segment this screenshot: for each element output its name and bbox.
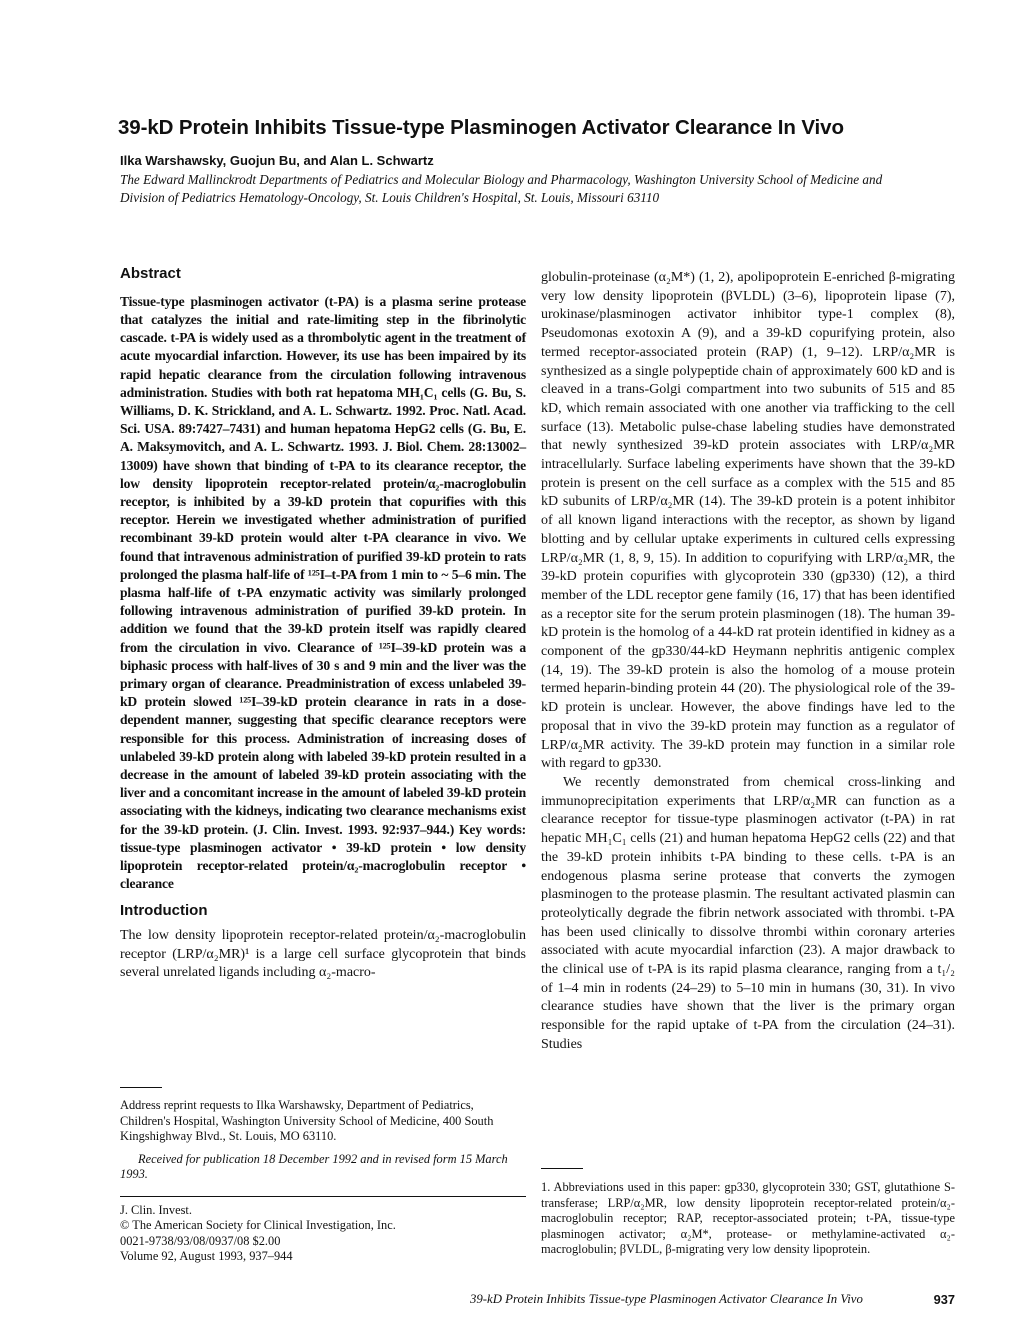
introduction-paragraph-2: We recently demonstrated from chemical cross-linking and immunoprecipitation experiments that LRP/α₂MR can function as a clearance receptor for tissue-type plasminogen activator (t-PA) in rat hepatic MH₁C₁ cells (21) and human hepatoma HepG2 cells (22) and that the 39-kD protein inhibits t-PA binding to these cells. t-PA is an endogenous plasma serine protease that converts the zymogen plasminogen to the protease plasmin. The resultant activated plasmin can proteolytically degrade the fibrin network associated with thrombi. t-PA has been used clinically to dissolve thrombi within coronary arteries associated with acute myocardial infarction (23). A major drawback to the clinical use of t-PA is its rapid plasma clearance, ranging from a t₁/₂ of 1–4 min in rodents (24–29) to 5–10 min in humans (30, 31). In vivo clearance studies have shown that the liver is the primary organ responsible for the rapid uptake of t-PA from the circulation (24–31). Studies (541, 774, 955, 1052)
right-column (541, 269, 955, 1055)
footnote-rule (120, 1087, 162, 1088)
author-list: Ilka Warshawsky, Guojun Bu, and Alan L. Schwartz (120, 153, 434, 168)
introduction-paragraph-start: The low density lipoprotein receptor-related protein/α₂-macroglobulin receptor (LRP/α₂MR)¹ is a large cell surface glycoprotein that binds several unrelated ligands including α₂-macro- (120, 928, 526, 981)
paper-title: 39-kD Protein Inhibits Tissue-type Plasminogen Activator Clearance In Vivo (118, 116, 844, 139)
journal-info-rule (120, 1196, 526, 1197)
received-dates: Received for publication 18 December 1992 and in revised form 15 March 1993. (120, 1151, 508, 1182)
issn-line: 0021-9738/93/08/0937/08 $2.00 (120, 1233, 281, 1248)
journal-info (120, 1203, 526, 1265)
abbreviations-footnote: 1. Abbreviations used in this paper: gp330, glycoprotein 330; GST, glutathione S-transferase; LRP/α₂MR, low density lipoprotein receptor-related protein/α₂-macroglobulin receptor; RAP, receptor-associated protein; t-PA, tissue-type plasminogen activator; α₂M*, protease- or methylamine-activated α₂-macroglobulin; βVLDL, β-migrating very low density lipoprotein. (541, 1180, 955, 1257)
copyright-line: © The American Society for Clinical Investigation, Inc. (120, 1218, 396, 1233)
introduction-paragraph-continued: globulin-proteinase (α₂M*) (1, 2), apolipoprotein E-enriched β-migrating very low density lipoprotein (βVLDL) (3–6), lipoprotein lipase (7), urokinase/plasminogen activator inhibitor type-1 complex (8), Pseudomonas exotoxin A (9), and a 39-kD copurifying protein, also termed receptor-associated protein (RAP) (1, 9–12). LRP/α₂MR is synthesized as a single polypeptide chain of approximately 600 kD and is cleaved in a trans-Golgi compartment into two subunits of 515 and 85 kD, which remain associated with one another via trafficking to the cell surface (13). Metabolic pulse-chase labeling studies have demonstrated that newly synthesized 39-kD protein associates with LRP/α₂MR intracellularly. Surface labeling experiments have shown that the 39-kD protein is present on the cell surface as a complex with the 515 and 85 kD subunits of LRP/α₂MR (14). The 39-kD protein is a potent inhibitor of all known ligand interactions with the receptor, as shown by ligand blotting and by cellular uptake experiments in cultured cells expressing LRP/α₂MR (1, 8, 9, 15). In addition to copurifying with LRP/α₂MR, the 39-kD protein copurifies with glycoprotein 330 (gp330) (12), a third member of the LDL receptor gene family (16, 17) that has been identified as a receptor site for the serum protein plasminogen (18). The human 39-kD protein is the homolog of a 44-kD rat protein identified in kidney as a component of the gp330/44-kD Heymann nephritis antigenic complex (14, 19). The 39-kD protein is also the homolog of a mouse protein termed heparin-binding protein 44 (20). The physiological role of the 39-kD protein is unclear. However, the above findings have led to the proposal that in vivo the 39-kD protein may function as a regulator of LRP/α₂MR activity. The 39-kD protein may function in a similar role with regard to gp330. (541, 270, 955, 772)
introduction-heading: Introduction (120, 902, 208, 920)
affiliation: The Edward Mallinckrodt Departments of Pediatrics and Molecular Biology and Pharmacology, Washington University School of Medicine and Division of Pediatrics Hematology-Oncology, St. Louis Children's Hospital, St. Louis, Missouri 63110 (120, 172, 883, 205)
abstract-heading: Abstract (120, 265, 181, 282)
abbreviation-rule (541, 1168, 583, 1169)
abstract-text: Tissue-type plasminogen activator (t-PA) is a plasma serine protease that catalyzes the initial and rate-limiting step in the fibrinolytic cascade. t-PA is widely used as a thrombolytic agent in the treatment of acute myocardial infarction. However, its use has been impaired by its rapid hepatic clearance from the circulation following intravenous administration. Studies with both rat hepatoma MH₁C₁ cells (G. Bu, S. Williams, D. K. Strickland, and A. L. Schwartz. 1992. Proc. Natl. Acad. Sci. USA. 89:7427–7431) and human hepatoma HepG2 cells (G. Bu, E. A. Maksymovitch, and A. L. Schwartz. 1993. J. Biol. Chem. 28:13002–13009) have shown that binding of t-PA to its clearance receptor, the low density lipoprotein receptor-related protein/α₂-macroglobulin receptor, is inhibited by a 39-kD protein that copurifies with this receptor. Herein we investigated whether administration of purified recombinant 39-kD protein would alter t-PA clearance in vivo. We found that intravenous administration of purified 39-kD protein to rats prolonged the plasma half-life of ¹²⁵I–t-PA from 1 min to ~ 5–6 min. The plasma half-life of t-PA enzymatic activity was similarly prolonged following intravenous administration of purified 39-kD protein. In addition we found that the 39-kD protein itself was rapidly cleared from the circulation in vivo. Clearance of ¹²⁵I–39-kD protein was a biphasic process with half-lives of 30 s and 9 min and the liver was the primary organ of clearance. Preadministration of excess unlabeled 39-kD protein slowed ¹²⁵I–39-kD protein clearance in rats in a dose-dependent manner, suggesting that specific clearance receptors were responsible for this process. Administration of increasing doses of unlabeled 39-kD protein along with labeled 39-kD protein resulted in a decrease in the amount of labeled 39-kD protein associating with the liver and a concomitant increase in the amount of labeled 39-kD protein associating with the kidneys, indicating two clearance mechanisms exist for the 39-kD protein. (J. Clin. Invest. 1993. 92:937–944.) Key words: tissue-type plasminogen activator • 39-kD protein • low density lipoprotein receptor-related protein/α₂-macroglobulin receptor • clearance (120, 293, 526, 892)
volume-line: Volume 92, August 1993, 937–944 (120, 1249, 293, 1264)
journal-name: J. Clin. Invest. (120, 1203, 192, 1217)
left-column (120, 265, 526, 983)
page-number: 937 (933, 1292, 955, 1307)
correspondence-footnote (120, 1098, 526, 1183)
reprint-address: Address reprint requests to Ilka Warshawsky, Department of Pediatrics, Children's Hospital, Washington University School of Medicine, 400 South Kingshighway Blvd., St. Louis, MO 63110. (120, 1098, 494, 1144)
running-title: 39-kD Protein Inhibits Tissue-type Plasminogen Activator Clearance In Vivo (470, 1292, 863, 1306)
